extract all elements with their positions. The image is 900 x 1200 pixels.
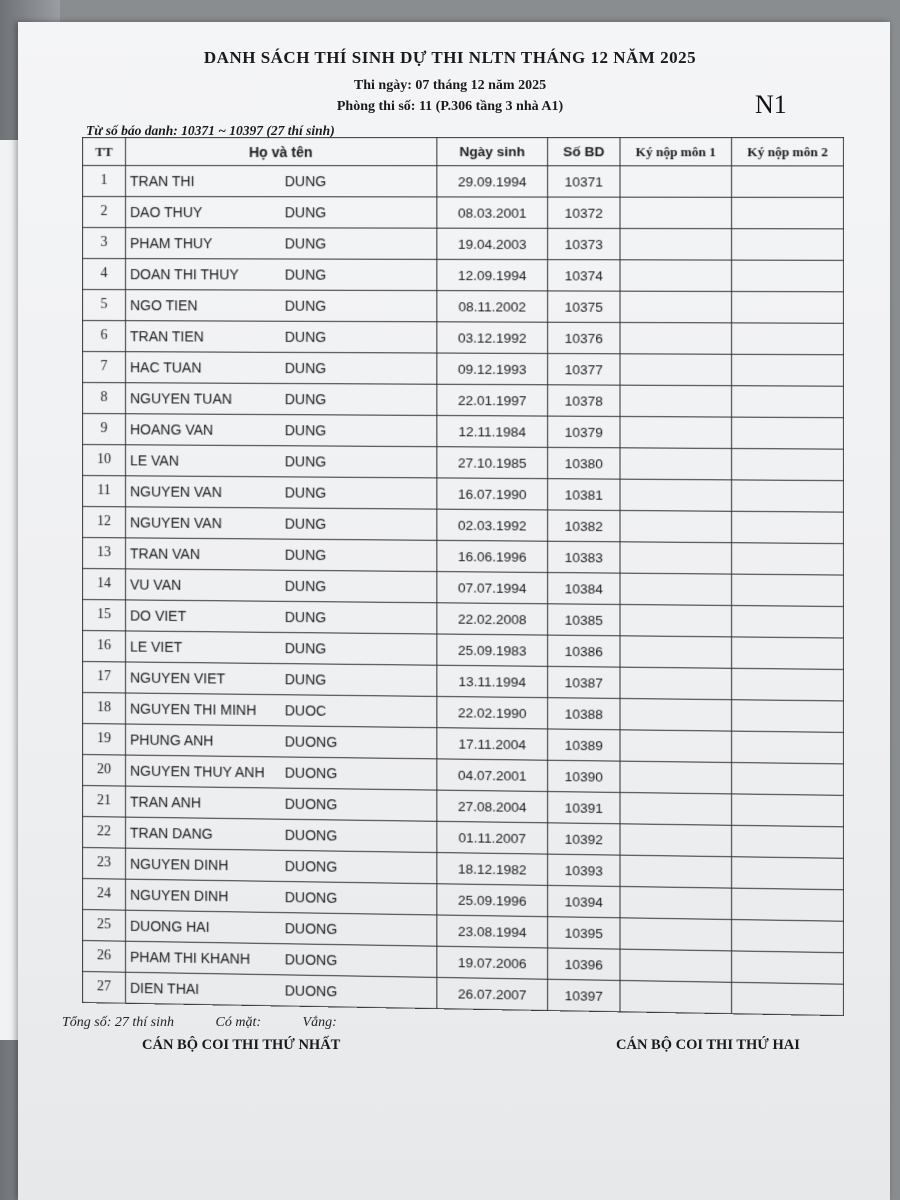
- signature-cell-1: [620, 291, 732, 323]
- signature-cell-2: [732, 731, 844, 764]
- row-number: 13: [82, 538, 125, 569]
- signature-cell-1: [620, 479, 732, 511]
- candidate-number: 10371: [548, 166, 620, 197]
- table-row: [82, 166, 843, 198]
- candidate-number: 10382: [548, 510, 620, 542]
- birth-date: 25.09.1996: [437, 884, 548, 917]
- candidate-number: 10390: [548, 760, 620, 792]
- row-number: 17: [82, 662, 125, 693]
- signature-cell-2: [732, 543, 844, 575]
- candidate-last-name: DUNG: [281, 383, 437, 415]
- signature-cell-1: [620, 980, 732, 1013]
- birth-date: 12.09.1994: [437, 259, 548, 291]
- candidate-number: 10385: [548, 604, 620, 636]
- candidate-number: 10391: [548, 792, 620, 824]
- candidate-last-name: DUNG: [281, 321, 437, 353]
- candidate-name: NGUYEN DINH: [126, 879, 281, 912]
- signature-cell-1: [620, 573, 732, 605]
- candidate-number: 10396: [548, 948, 620, 980]
- candidate-number: 10383: [548, 541, 620, 573]
- signature-cell-1: [620, 949, 732, 982]
- signature-cell-1: [620, 667, 732, 700]
- candidate-last-name: DUONG: [281, 850, 437, 883]
- row-number: 6: [82, 321, 125, 352]
- row-number: 5: [82, 290, 125, 321]
- birth-date: 02.03.1992: [437, 509, 548, 541]
- signature-cell-1: [620, 197, 732, 229]
- candidate-number: 10393: [548, 854, 620, 886]
- row-number: 23: [82, 848, 125, 880]
- candidate-name: HOANG VAN: [126, 414, 281, 446]
- exam-room: Phòng thi số: 11 (P.306 tầng 3 nhà A1): [336, 99, 564, 114]
- table-row: [82, 414, 843, 450]
- candidate-last-name: DUNG: [281, 508, 437, 540]
- birth-date: 22.02.1990: [437, 696, 548, 729]
- signature-cell-2: [732, 794, 844, 827]
- birth-date: 22.01.1997: [437, 384, 548, 416]
- row-number: 12: [82, 507, 125, 538]
- signature-cell-1: [620, 824, 732, 857]
- signature-cell-1: [620, 416, 732, 448]
- candidate-number: 10379: [548, 416, 620, 448]
- candidate-name: DOAN THI THUY: [126, 259, 281, 290]
- signature-cell-1: [620, 636, 732, 669]
- candidate-last-name: DUNG: [281, 290, 437, 322]
- candidate-number: 10376: [548, 322, 620, 354]
- signature-cell-2: [732, 951, 844, 984]
- proctor-2-label: CÁN BỘ COI THI THỨ HAI: [616, 1037, 800, 1053]
- col-header-name: Họ và tên: [126, 138, 437, 166]
- signature-cell-1: [620, 542, 732, 574]
- candidate-last-name: DUONG: [281, 726, 437, 759]
- candidate-name: NGUYEN VAN: [126, 476, 281, 508]
- signature-cell-2: [732, 888, 844, 921]
- candidate-last-name: DUNG: [281, 664, 437, 697]
- row-number: 8: [82, 383, 125, 414]
- candidate-name: NGUYEN TUAN: [126, 383, 281, 415]
- candidate-name: NGUYEN VIET: [126, 662, 281, 695]
- row-number: 10: [82, 445, 125, 476]
- col-header-dob: Ngày sinh: [437, 138, 548, 166]
- candidate-last-name: DUONG: [281, 757, 437, 790]
- candidate-last-name: DUONG: [281, 944, 437, 978]
- candidate-last-name: DUOC: [281, 695, 437, 728]
- absent-label: Vắng:: [302, 1015, 337, 1030]
- signature-cell-2: [732, 605, 844, 638]
- candidate-name: HAC TUAN: [126, 352, 281, 384]
- table-row: [82, 228, 843, 261]
- signature-cell-1: [620, 855, 732, 888]
- birth-date: 17.11.2004: [437, 728, 548, 761]
- candidate-name: TRAN VAN: [126, 538, 281, 570]
- signature-cell-1: [620, 322, 732, 354]
- candidate-name: NGUYEN THI MINH: [126, 693, 281, 726]
- document-title: DANH SÁCH THÍ SINH DỰ THI NLTN THÁNG 12 NĂM 2025: [203, 48, 697, 67]
- signature-cell-2: [732, 291, 844, 323]
- birth-date: 12.11.1984: [437, 415, 548, 447]
- birth-date: 19.07.2006: [437, 946, 548, 979]
- signature-cell-1: [620, 228, 732, 260]
- signature-cell-1: [620, 886, 732, 919]
- present-label: Có mặt:: [215, 1015, 262, 1030]
- signature-cell-1: [620, 698, 732, 731]
- candidate-last-name: DUNG: [281, 446, 437, 478]
- signature-cell-1: [620, 260, 732, 292]
- candidate-name: NGUYEN DINH: [126, 848, 281, 881]
- col-header-tt: TT: [82, 138, 125, 166]
- candidate-name: PHAM THUY: [126, 228, 281, 259]
- signature-cell-1: [620, 166, 732, 197]
- table-row: [82, 290, 843, 324]
- candidate-number: 10373: [548, 228, 620, 259]
- signature-cell-2: [732, 229, 844, 261]
- signature-cell-2: [732, 763, 844, 796]
- signature-cell-2: [732, 700, 844, 733]
- candidate-last-name: DUONG: [281, 913, 437, 947]
- signature-cell-2: [732, 511, 844, 543]
- candidate-name: TRAN ANH: [126, 786, 281, 819]
- signature-cell-1: [620, 792, 732, 825]
- signature-cell-2: [732, 920, 844, 953]
- candidate-number: 10387: [548, 666, 620, 698]
- candidate-number: 10378: [548, 385, 620, 417]
- candidate-number: 10395: [548, 917, 620, 949]
- col-header-sign2: Ký nộp môn 2: [732, 138, 844, 166]
- table-row: [82, 197, 843, 229]
- candidate-name: TRAN DANG: [126, 817, 281, 850]
- signature-cell-1: [620, 761, 732, 794]
- col-header-sbd: Số BD: [548, 138, 620, 166]
- table-row: [82, 352, 843, 387]
- birth-date: 27.10.1985: [437, 447, 548, 479]
- signature-cell-2: [732, 260, 844, 292]
- signature-cell-1: [620, 918, 732, 951]
- signature-cell-2: [732, 354, 844, 386]
- birth-date: 03.12.1992: [437, 322, 548, 354]
- candidate-name: NGUYEN VAN: [126, 507, 281, 539]
- row-number: 3: [82, 228, 125, 259]
- candidate-number: 10394: [548, 885, 620, 917]
- table-row: [82, 321, 843, 355]
- row-number: 20: [82, 755, 125, 787]
- footer-summary: [62, 1015, 375, 1031]
- candidate-number: 10377: [548, 353, 620, 385]
- candidate-number: 10374: [548, 260, 620, 292]
- signature-cell-1: [620, 448, 732, 480]
- birth-date: 19.04.2003: [437, 228, 548, 259]
- candidate-name: DAO THUY: [126, 197, 281, 228]
- signature-cell-2: [732, 574, 844, 606]
- birth-date: 08.03.2001: [437, 197, 548, 228]
- col-header-sign1: Ký nộp môn 1: [620, 138, 732, 166]
- candidate-name: LE VAN: [126, 445, 281, 477]
- candidate-name: NGUYEN THUY ANH: [126, 755, 281, 788]
- signature-cell-2: [732, 448, 844, 480]
- candidate-number: 10380: [548, 447, 620, 479]
- row-number: 26: [82, 941, 125, 973]
- birth-date: 18.12.1982: [437, 853, 548, 886]
- candidate-name: TRAN TIEN: [126, 321, 281, 353]
- table-row: [82, 383, 843, 418]
- signature-cell-1: [620, 510, 732, 542]
- birth-date: 23.08.1994: [437, 915, 548, 948]
- birth-date: 27.08.2004: [437, 790, 548, 823]
- table-header-row: [82, 138, 843, 166]
- signature-cell-2: [732, 166, 844, 198]
- candidate-name: LE VIET: [126, 631, 281, 664]
- signature-cell-2: [732, 386, 844, 418]
- candidate-number: 10386: [548, 635, 620, 667]
- row-number: 15: [82, 600, 125, 631]
- candidate-last-name: DUNG: [281, 197, 437, 228]
- birth-date: 16.06.1996: [437, 540, 548, 572]
- candidate-number: 10375: [548, 291, 620, 323]
- candidate-last-name: DUNG: [281, 539, 437, 571]
- signature-cell-1: [620, 604, 732, 636]
- birth-date: 07.07.1994: [437, 572, 548, 604]
- candidate-last-name: DUONG: [281, 975, 437, 1009]
- row-number: 18: [82, 693, 125, 725]
- candidate-name: DO VIET: [126, 600, 281, 633]
- candidate-name: DUONG HAI: [126, 910, 281, 944]
- row-number: 24: [82, 879, 125, 911]
- candidate-last-name: DUNG: [281, 228, 437, 260]
- birth-date: 04.07.2001: [437, 759, 548, 792]
- row-number: 19: [82, 724, 125, 756]
- signature-cell-1: [620, 354, 732, 386]
- birth-date: 25.09.1983: [437, 634, 548, 666]
- candidate-name: PHUNG ANH: [126, 724, 281, 757]
- candidate-name: TRAN THI: [126, 166, 281, 197]
- birth-date: 16.07.1990: [437, 478, 548, 510]
- candidate-name: PHAM THI KHANH: [126, 941, 281, 975]
- total-count: Tổng số: 27 thí sinh: [62, 1015, 175, 1030]
- candidate-last-name: DUNG: [281, 166, 437, 197]
- candidate-name: VU VAN: [126, 569, 281, 601]
- birth-date: 22.02.2008: [437, 603, 548, 635]
- candidate-last-name: DUNG: [281, 352, 437, 384]
- candidate-last-name: DUONG: [281, 788, 437, 821]
- birth-date: 09.12.1993: [437, 353, 548, 385]
- row-number: 11: [82, 476, 125, 507]
- candidate-number: 10388: [548, 698, 620, 730]
- row-number: 25: [82, 910, 125, 942]
- row-number: 4: [82, 259, 125, 290]
- candidate-last-name: DUNG: [281, 632, 437, 665]
- candidate-number: 10381: [548, 479, 620, 511]
- row-number: 27: [82, 972, 125, 1004]
- candidate-table: [82, 137, 844, 1016]
- signature-cell-2: [732, 825, 844, 858]
- candidate-number: 10392: [548, 823, 620, 855]
- exam-date: Thi ngày: 07 tháng 12 năm 2025: [353, 78, 547, 93]
- row-number: 14: [82, 569, 125, 600]
- candidate-last-name: DUONG: [281, 881, 437, 915]
- candidate-last-name: DUNG: [281, 415, 437, 447]
- candidate-last-name: DUNG: [281, 601, 437, 634]
- signature-cell-2: [732, 637, 844, 670]
- signature-cell-2: [732, 197, 844, 229]
- signature-cell-2: [732, 668, 844, 701]
- row-number: 2: [82, 197, 125, 228]
- signature-cell-2: [732, 857, 844, 890]
- candidate-name: DIEN THAI: [126, 972, 281, 1006]
- candidate-last-name: DUNG: [281, 477, 437, 509]
- signature-cell-2: [732, 480, 844, 512]
- candidate-last-name: DUNG: [281, 259, 437, 291]
- birth-date: 08.11.2002: [437, 291, 548, 323]
- table-row: [82, 445, 843, 481]
- row-number: 7: [82, 352, 125, 383]
- room-code: N1: [755, 90, 787, 119]
- candidate-number: 10372: [548, 197, 620, 228]
- candidate-number: 10397: [548, 979, 620, 1012]
- row-number: 9: [82, 414, 125, 445]
- signature-cell-2: [732, 982, 844, 1015]
- candidate-range: Từ số báo danh: 10371 ~ 10397 (27 thí sinh): [86, 123, 335, 138]
- candidate-number: 10384: [548, 573, 620, 605]
- row-number: 16: [82, 631, 125, 662]
- row-number: 22: [82, 817, 125, 849]
- candidate-last-name: DUNG: [281, 570, 437, 603]
- proctor-1-label: CÁN BỘ COI THI THỨ NHẤT: [142, 1037, 341, 1053]
- birth-date: 26.07.2007: [437, 977, 548, 1010]
- candidate-last-name: DUONG: [281, 819, 437, 852]
- row-number: 21: [82, 786, 125, 818]
- candidate-name: NGO TIEN: [126, 290, 281, 322]
- birth-date: 29.09.1994: [437, 166, 548, 197]
- birth-date: 13.11.1994: [437, 665, 548, 697]
- table-row: [82, 259, 843, 292]
- signature-cell-1: [620, 385, 732, 417]
- row-number: 1: [82, 166, 125, 197]
- signature-cell-2: [732, 323, 844, 355]
- birth-date: 01.11.2007: [437, 821, 548, 854]
- signature-cell-2: [732, 417, 844, 449]
- signature-cell-1: [620, 730, 732, 763]
- candidate-number: 10389: [548, 729, 620, 761]
